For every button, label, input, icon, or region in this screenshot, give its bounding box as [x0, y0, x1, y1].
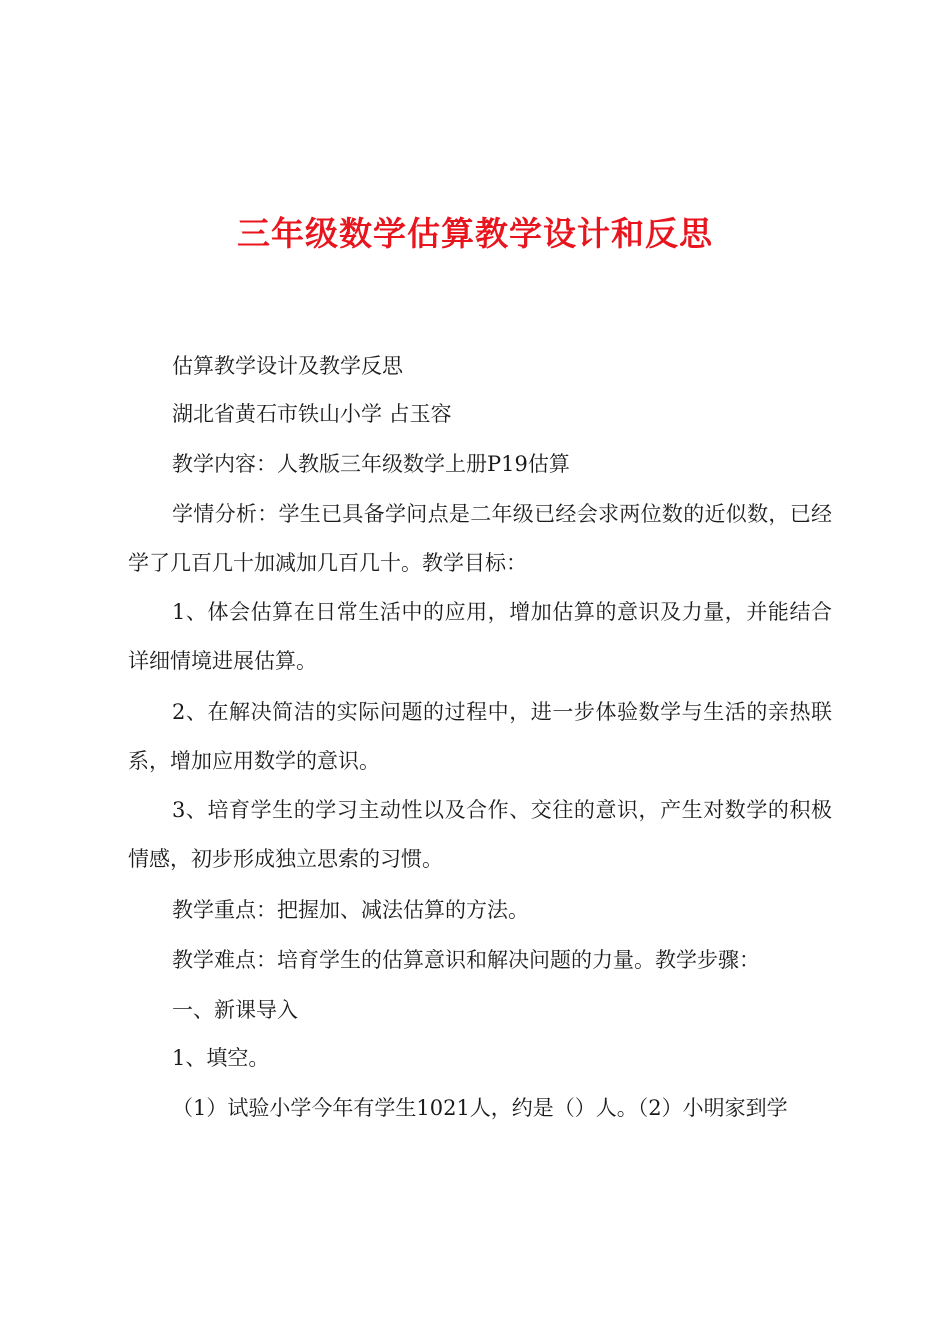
paragraph-goal-3: 3、培育学生的学习主动性以及合作、交往的意识，产生对数学的积极情感，初步形成独立思索的习惯。	[128, 798, 832, 871]
paragraph-goal-2: 2、在解决简洁的实际问题的过程中，进一步体验数学与生活的亲热联系，增加应用数学的意识。	[128, 700, 832, 773]
paragraph-question: （1）试验小学今年有学生1021人，约是（）人。（2）小明家到学	[172, 1096, 788, 1120]
document-title: 三年级数学估算教学设计和反思	[237, 214, 713, 253]
paragraph-learning-analysis: 学情分析：学生已具备学问点是二年级已经会求两位数的近似数，已经学了几百几十加减加几百几十。教学目标：	[128, 502, 832, 575]
paragraph-section-heading: 一、新课导入	[172, 998, 298, 1022]
paragraph-fill-blank: 1、填空。	[172, 1046, 270, 1070]
paragraph-subtitle: 估算教学设计及教学反思	[172, 354, 403, 378]
paragraph-key-point: 教学重点：把握加、减法估算的方法。	[172, 898, 529, 922]
paragraph-teaching-content: 教学内容：人教版三年级数学上册P19估算	[172, 452, 570, 476]
paragraph-difficulty: 教学难点：培育学生的估算意识和解决问题的力量。教学步骤：	[172, 948, 760, 972]
paragraph-goal-1: 1、体会估算在日常生活中的应用，增加估算的意识及力量，并能结合详细情境进展估算。	[128, 600, 832, 673]
paragraph-author: 湖北省黄石市铁山小学 占玉容	[172, 402, 452, 426]
